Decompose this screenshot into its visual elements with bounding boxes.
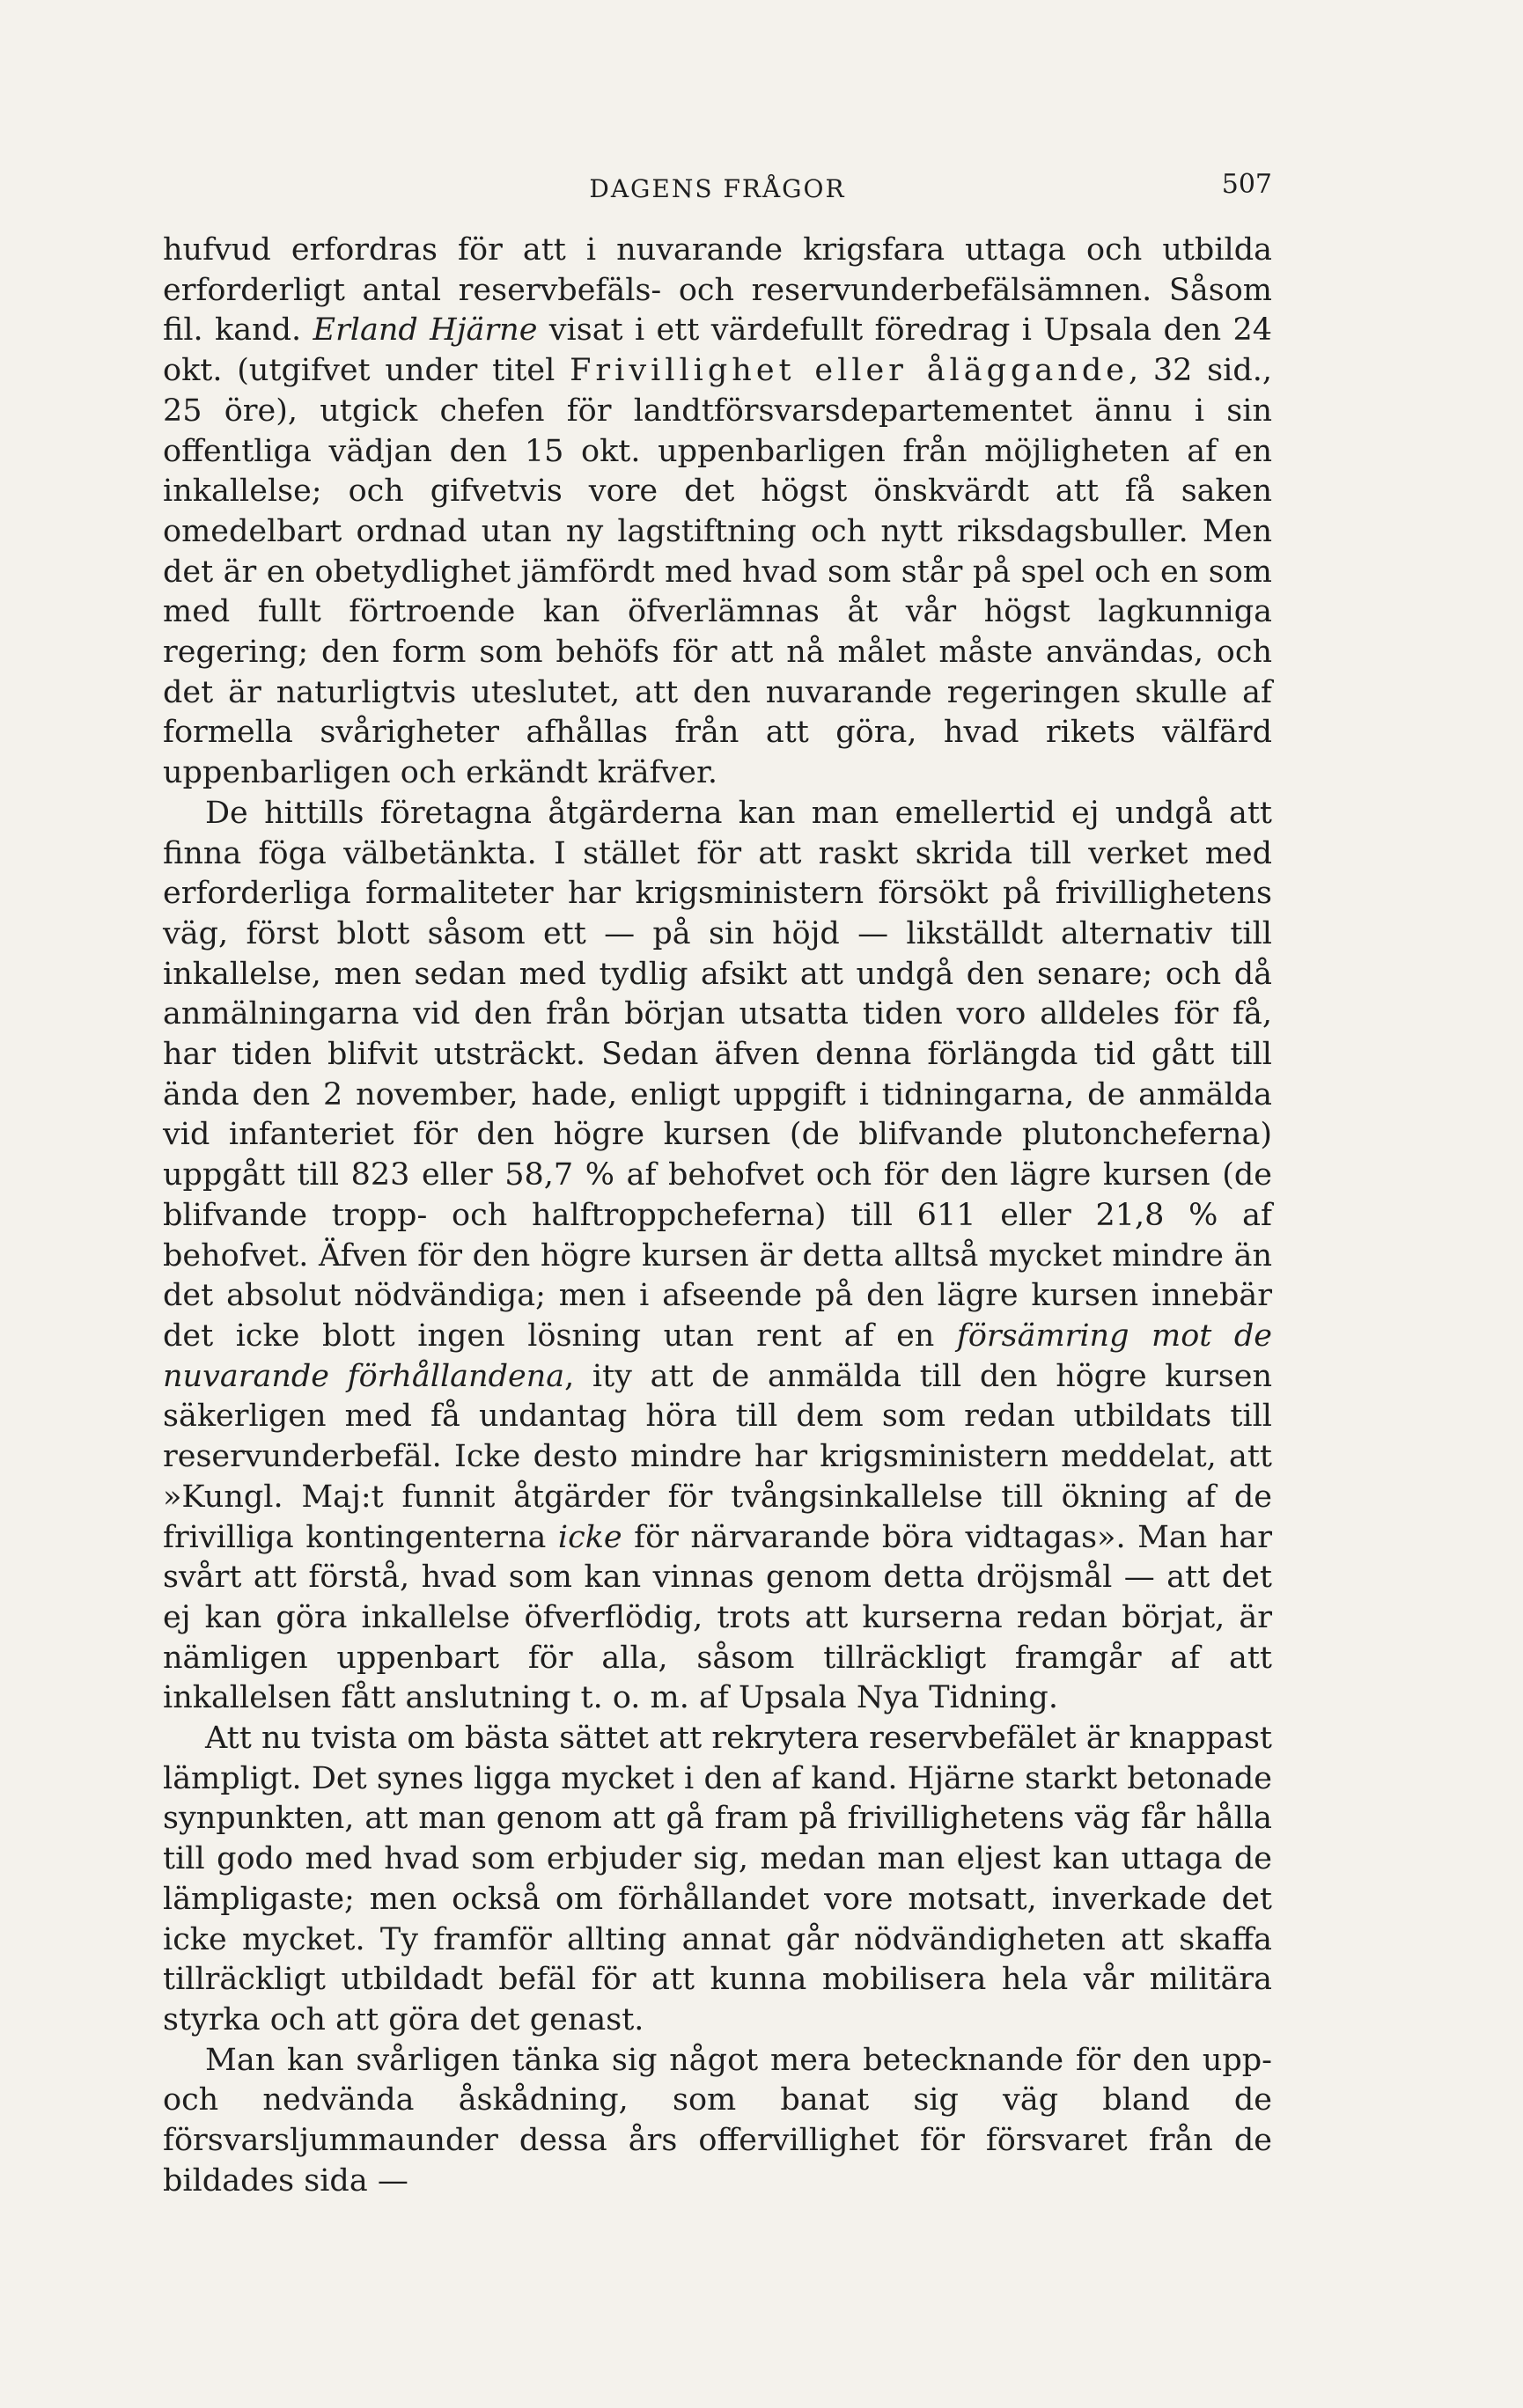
text-segment: Man kan svårligen tänka sig något mera betecknande för den upp- och nedvända åskådning, som banat sig väg bland de försvarsljummaunder dessa års offervillighet för försvaret från de bildades sida — bbox=[163, 2042, 1272, 2199]
text-segment: , 32 sid., 25 öre), utgick chefen för landtförsvarsdepartementet ännu i sin offentliga vädjan den 15 okt. uppenbarligen från möjligheten af en inkallelse; och gifvetvis vore det högst önskvärdt att få saken omedelbart ordnad utan ny lagstiftning och nytt riksdagsbuller. Men det är en obetydlighet jämfördt med hvad som står på spel och en som med fullt förtroende kan öfverlämnas åt vår högst lagkunniga regering; den form som behöfs för att nå målet måste användas, och det är naturligtvis uteslutet, att den nuvarande regeringen skulle af formella svårigheter afhållas från att göra, hvad rikets välfärd uppenbarligen och erkändt kräfver. bbox=[163, 353, 1272, 791]
text-segment: för närvarande böra vidtagas». Man har svårt att förstå, hvad som kan vinnas genom detta dröjsmål — att det ej kan göra inkallelse öfverflödig, trots att kurserna redan börjat, är nämligen uppenbart för alla, såsom tillräckligt framgår af att inkallelsen fått anslutning t. o. m. af Upsala Nya Tidning. bbox=[163, 1519, 1272, 1716]
author-name: Erland Hjärne bbox=[313, 312, 538, 349]
publication-title: Frivillighet eller åläggande bbox=[570, 353, 1129, 389]
paragraph-4 bbox=[163, 2041, 1272, 2202]
page-number: 507 bbox=[1221, 169, 1272, 200]
text-segment: , ity att de anmälda till den högre kursen säkerligen med få undantag höra till dem som redan utbildats till reservunderbefäl. Icke desto mindre har krigsministern meddelat, att »Kungl. Maj:t funnit åtgärder för tvångsinkallelse till ökning af de frivilliga kontingenterna bbox=[163, 1358, 1273, 1555]
text-segment: De hittills företagna åtgärderna kan man emellertid ej undgå att finna föga välbetänkta. I stället för att raskt skrida till verket med erforderliga formaliteter har krigsministern försökt på frivillighetens väg, först blott såsom ett — på sin höjd — likställdt alternativ till inkallelse, men sedan med tydlig afsikt att undgå den senare; och då anmälningarna vid den från början utsatta tiden voro alldeles för få, har tiden blifvit utsträckt. Sedan äfven denna förlängda tid gått till ända den 2 november, hade, enligt uppgift i tidningarna, de anmälda vid infanteriet för den högre kursen (de blifvande plutoncheferna) uppgått till 823 eller 58,7 % af behofvet och för den lägre kursen (de blifvande tropp- och halftroppcheferna) till 611 eller 21,8 % af behofvet. Äfven för den högre kursen är detta alltså mycket mindre än det absolut nödvändiga; men i afseende på den lägre kursen innebär det icke blott ingen lösning utan rent af en bbox=[163, 795, 1272, 1354]
emphasis-word: icke bbox=[557, 1519, 622, 1555]
running-title: DAGENS FRÅGOR bbox=[589, 174, 846, 203]
paragraph-1 bbox=[163, 231, 1272, 794]
text-segment: hufvud erfordras för att i nuvarande krigsfara uttaga och utbilda erforderligt antal reservbefäls- och reservunderbefälsämnen. Såsom fil. kand. bbox=[163, 232, 1272, 349]
paragraph-3 bbox=[163, 1719, 1272, 2041]
text-segment: Att nu tvista om bästa sättet att rekrytera reservbefälet är knappast lämpligt. Det synes ligga mycket i den af kand. Hjärne starkt betonade synpunkten, att man genom att gå fram på frivillighetens väg får hålla till godo med hvad som erbjuder sig, medan man eljest kan uttaga de lämpligaste; men också om förhållandet vore motsatt, inverkade det icke mycket. Ty framför allting annat går nödvändigheten att skaffa tillräckligt utbildadt befäl för att kunna mobilisera hela vår militära styrka och att göra det genast. bbox=[163, 1721, 1272, 2037]
text-segment: visat i ett värdefullt föredrag i Upsala den 24 okt. (utgifvet under titel bbox=[163, 312, 1272, 389]
emphasis-phrase: försämring mot de nuvarande förhållandena bbox=[163, 1318, 1272, 1394]
body-text bbox=[163, 231, 1272, 2201]
running-header bbox=[163, 169, 1272, 209]
paragraph-2 bbox=[163, 794, 1272, 1719]
